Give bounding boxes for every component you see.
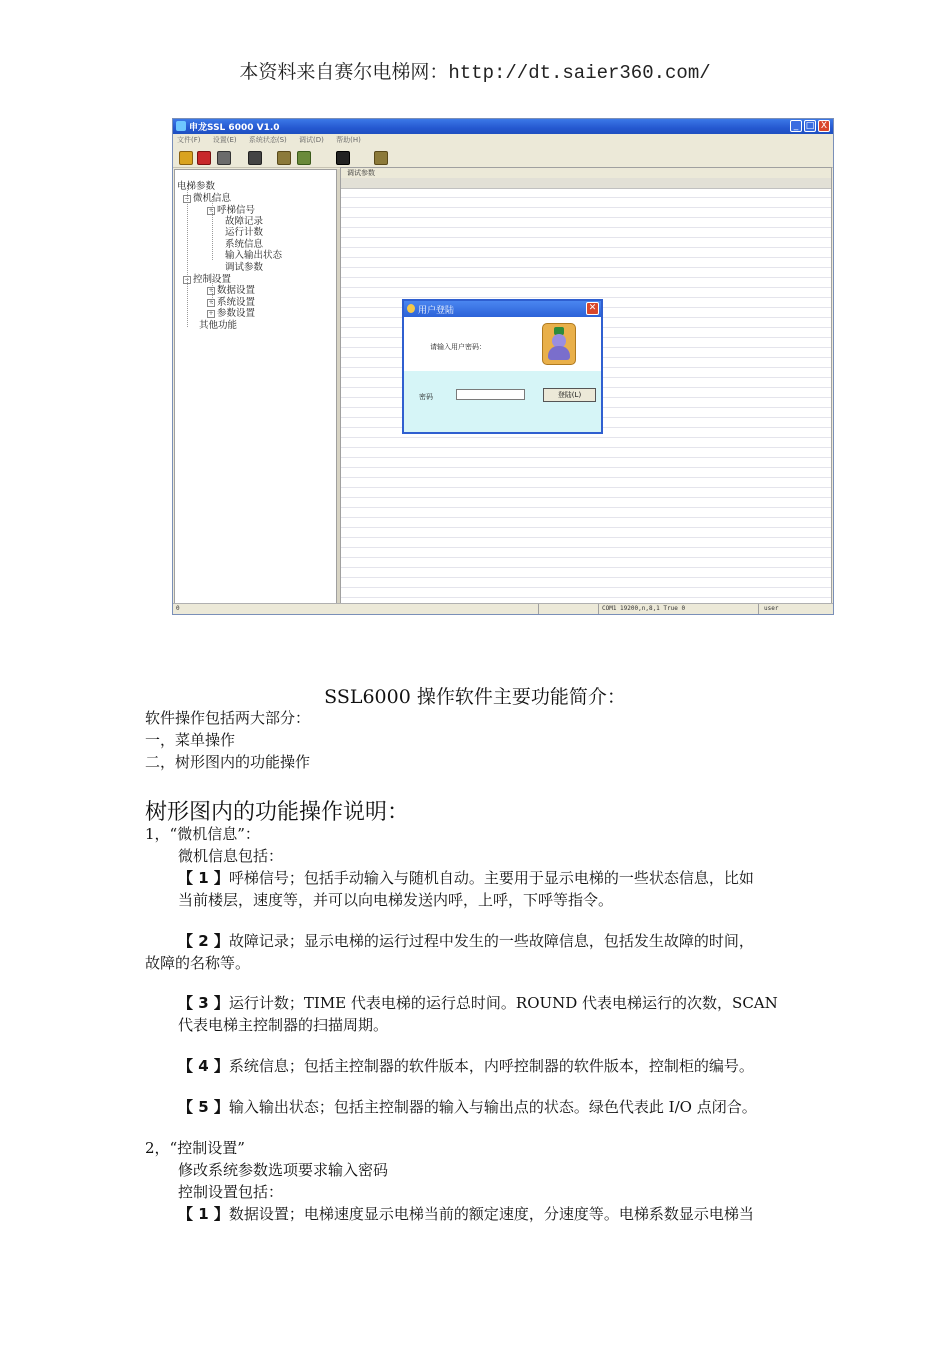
menu-bar [173, 134, 833, 147]
s1-item-3: 【 3 】运行计数；TIME 代表电梯的运行总时间。ROUND 代表电梯运行的次数，SCAN [178, 994, 778, 1012]
s1-item-3-cont: 代表电梯主控制器的扫描周期。 [178, 1016, 389, 1034]
login-dialog [402, 299, 603, 434]
s1-item-1: 【 1 】呼梯信号；包括手动输入与随机自动。主要用于显示电梯的一些状态信息，比如 [178, 869, 754, 887]
save-icon[interactable] [336, 151, 350, 165]
key-icon [407, 304, 415, 313]
password-label: 密码 [419, 393, 433, 401]
print-icon[interactable] [277, 151, 291, 165]
tree-item-call-signal[interactable]: + 呼梯信号 [208, 205, 256, 216]
tree-item-param-settings[interactable]: + 参数设置 [208, 308, 256, 319]
source-line [0, 57, 950, 84]
dialog-titlebar [404, 301, 601, 317]
reset-icon[interactable] [248, 151, 262, 165]
section-title: 树形图内的功能操作说明： [145, 800, 410, 825]
maximize-button[interactable]: □ [805, 121, 815, 131]
menu-debug[interactable]: 调试(D) [299, 136, 324, 144]
s2-title: 2，“控制设置” [145, 1139, 245, 1157]
dialog-close-button[interactable]: ✕ [586, 302, 599, 315]
password-prompt: 请输入用户密码： [430, 343, 486, 351]
s1-item-5: 【 5 】输入输出状态；包括主控制器的输入与输出点的状态。绿色代表此 I/O 点闭合。 [178, 1098, 757, 1116]
app-icon [176, 121, 186, 131]
s1-item-1-cont: 当前楼层，速度等，并可以向电梯发送内呼，上呼，下呼等指令。 [178, 891, 614, 909]
s1-intro: 微机信息包括： [178, 847, 284, 865]
s2-line-1: 修改系统参数选项要求输入密码 [178, 1161, 389, 1179]
export-icon[interactable] [374, 151, 388, 165]
dialog-form [404, 371, 601, 432]
tree-item-debug-params[interactable]: 调试参数 [225, 262, 264, 273]
login-button[interactable]: 登陆(L) [543, 388, 596, 402]
part-2: 二，树形图内的功能操作 [145, 753, 311, 771]
tree-item-fault-record[interactable]: 故障记录 [225, 216, 264, 227]
edit-icon[interactable] [297, 151, 311, 165]
intro-line: 软件操作包括两大部分： [145, 709, 311, 727]
status-left: 0 [176, 605, 180, 612]
menu-file[interactable]: 文件(F) [177, 136, 201, 144]
status-user: user [764, 605, 779, 612]
source-url[interactable]: http://dt.saier360.com/ [448, 62, 711, 84]
toolbar [173, 147, 833, 168]
tree-item-system-info[interactable]: 系统信息 [225, 239, 264, 250]
panel-tab[interactable]: 调试参数 [341, 168, 831, 179]
part-1: 一，菜单操作 [145, 731, 236, 749]
password-input[interactable] [456, 389, 525, 400]
s1-item-2-cont: 故障的名称等。 [145, 954, 251, 972]
tree-item-system-settings[interactable]: + 系统设置 [208, 297, 256, 308]
window-titlebar [173, 119, 833, 134]
minimize-button[interactable]: _ [790, 120, 802, 132]
s1-item-2: 【 2 】故障记录；显示电梯的运行过程中发生的一些故障信息，包括发生故障的时间， [178, 932, 754, 950]
tree-group-control-settings[interactable]: − 控制设置 [184, 274, 232, 285]
source-label: 本资料来自赛尔电梯网： [239, 61, 449, 83]
app-window-screenshot [172, 118, 834, 615]
connect-icon[interactable] [179, 151, 193, 165]
s2-item-1: 【 1 】数据设置；电梯速度显示电梯当前的额定速度，分速度等。电梯系数显示电梯当 [178, 1205, 754, 1223]
tree-group-other[interactable]: 其他功能 [199, 320, 238, 331]
tree-view [174, 169, 337, 604]
window-title: 申龙SSL 6000 V1.0 [189, 123, 280, 133]
tree-root[interactable]: 电梯参数 [177, 181, 216, 192]
menu-help[interactable]: 帮助(H) [336, 136, 361, 144]
article-heading: SSL6000 操作软件主要功能简介： [324, 686, 626, 708]
status-port: COM1 19200,n,8,1 True 0 [602, 605, 686, 612]
close-button[interactable]: X [818, 120, 830, 132]
download-icon[interactable] [217, 151, 231, 165]
stop-icon[interactable] [197, 151, 211, 165]
tree-item-data-settings[interactable]: + 数据设置 [208, 285, 256, 296]
tree-item-io-status[interactable]: 输入输出状态 [225, 250, 283, 261]
s1-item-4: 【 4 】系统信息；包括主控制器的软件版本，内呼控制器的软件版本，控制柜的编号。 [178, 1057, 754, 1075]
menu-settings[interactable]: 设置(E) [212, 136, 237, 144]
tree-group-micro-info[interactable]: − 微机信息 [184, 193, 232, 204]
menu-system-status[interactable]: 系统状态(S) [248, 136, 287, 144]
tree-item-run-count[interactable]: 运行计数 [225, 227, 264, 238]
s2-line-2: 控制设置包括： [178, 1183, 284, 1201]
user-avatar-icon [542, 323, 576, 365]
panel-column-header [341, 178, 831, 189]
status-bar [173, 603, 833, 614]
s1-title: 1，“微机信息”： [145, 825, 260, 843]
dialog-title: 用户登陆 [418, 306, 455, 316]
